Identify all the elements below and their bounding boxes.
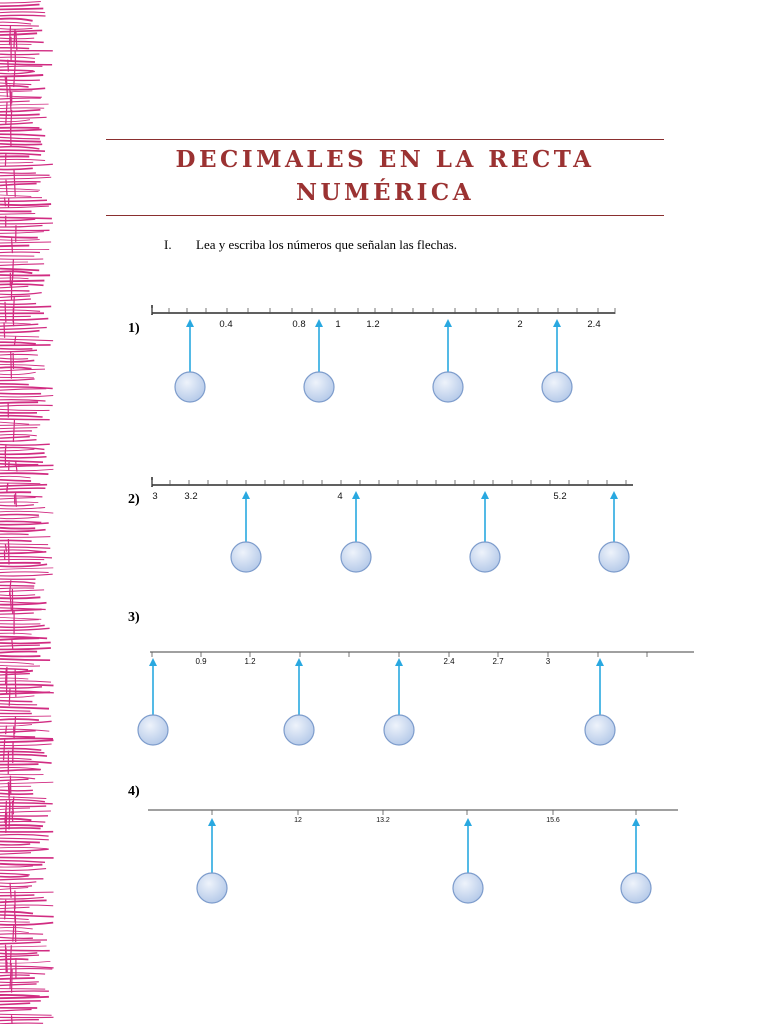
answer-circle[interactable] (341, 542, 371, 572)
arrow-head (395, 658, 403, 666)
pointer-arrow (175, 319, 205, 402)
answer-circle[interactable] (231, 542, 261, 572)
tick-label: 3.2 (184, 491, 198, 502)
answer-circle[interactable] (585, 715, 615, 745)
answer-circle[interactable] (284, 715, 314, 745)
instruction-text: Lea y escriba los números que señalan las flechas. (196, 237, 457, 252)
exercise-4-label: 4) (128, 784, 140, 799)
pointer-arrow (585, 658, 615, 745)
tick-label: 1.2 (244, 657, 256, 666)
arrow-head (242, 491, 250, 499)
answer-circle[interactable] (621, 873, 651, 903)
answer-circle[interactable] (384, 715, 414, 745)
tick-label: 2 (517, 319, 523, 330)
pointer-arrow (284, 658, 314, 745)
pointer-arrow (433, 319, 463, 402)
tick-label: 0.4 (219, 319, 233, 330)
tick-label: 15.6 (546, 817, 560, 824)
arrow-head (149, 658, 157, 666)
title-line-2: NUMÉRICA (295, 179, 475, 206)
answer-circle[interactable] (470, 542, 500, 572)
arrow-head (481, 491, 489, 499)
pointer-arrow (470, 491, 500, 572)
tick-label: 13.2 (376, 817, 390, 824)
exercise-3-label: 3) (128, 610, 140, 625)
answer-circle[interactable] (175, 372, 205, 402)
answer-circle[interactable] (453, 873, 483, 903)
pointer-arrow (304, 319, 334, 402)
tick-label: 3 (545, 657, 551, 666)
exercise-1-label: 1) (128, 321, 140, 336)
arrow-head (208, 818, 216, 826)
answer-circle[interactable] (599, 542, 629, 572)
arrow-head (553, 319, 561, 327)
answer-circle[interactable] (433, 372, 463, 402)
tick-label: 4 (337, 491, 343, 502)
exercise-2-label: 2) (128, 492, 140, 507)
number-line-2 (152, 477, 633, 572)
tick-label: 1.2 (366, 319, 380, 330)
arrow-head (352, 491, 360, 499)
pointer-arrow (453, 818, 483, 903)
arrow-head (186, 319, 194, 327)
arrow-head (444, 319, 452, 327)
pointer-arrow (197, 818, 227, 903)
answer-circle[interactable] (542, 372, 572, 402)
tick-label: 3 (152, 491, 158, 502)
arrow-head (610, 491, 618, 499)
tick-label: 2.7 (492, 657, 504, 666)
tick-label: 2.4 (587, 319, 601, 330)
answer-circle[interactable] (197, 873, 227, 903)
pointer-arrow (542, 319, 572, 402)
tick-label: 12 (294, 817, 302, 824)
pointer-arrow (384, 658, 414, 745)
tick-label: 5.2 (553, 491, 567, 502)
arrow-head (596, 658, 604, 666)
pointer-arrow (621, 818, 651, 903)
number-line-1 (152, 305, 615, 402)
arrow-head (464, 818, 472, 826)
instruction-numeral: I. (164, 237, 172, 252)
pointer-arrow (138, 658, 168, 745)
answer-circle[interactable] (138, 715, 168, 745)
answer-circle[interactable] (304, 372, 334, 402)
tick-label: 1 (335, 319, 341, 330)
number-line-3 (138, 652, 694, 745)
tick-label: 0.9 (195, 657, 207, 666)
arrow-head (295, 658, 303, 666)
title-line-1: DECIMALES EN LA RECTA (175, 146, 595, 173)
pointer-arrow (341, 491, 371, 572)
arrow-head (315, 319, 323, 327)
pointer-arrow (231, 491, 261, 572)
pointer-arrow (599, 491, 629, 572)
arrow-head (632, 818, 640, 826)
tick-label: 0.8 (292, 319, 306, 330)
tick-label: 2.4 (443, 657, 455, 666)
number-line-4 (148, 810, 678, 903)
